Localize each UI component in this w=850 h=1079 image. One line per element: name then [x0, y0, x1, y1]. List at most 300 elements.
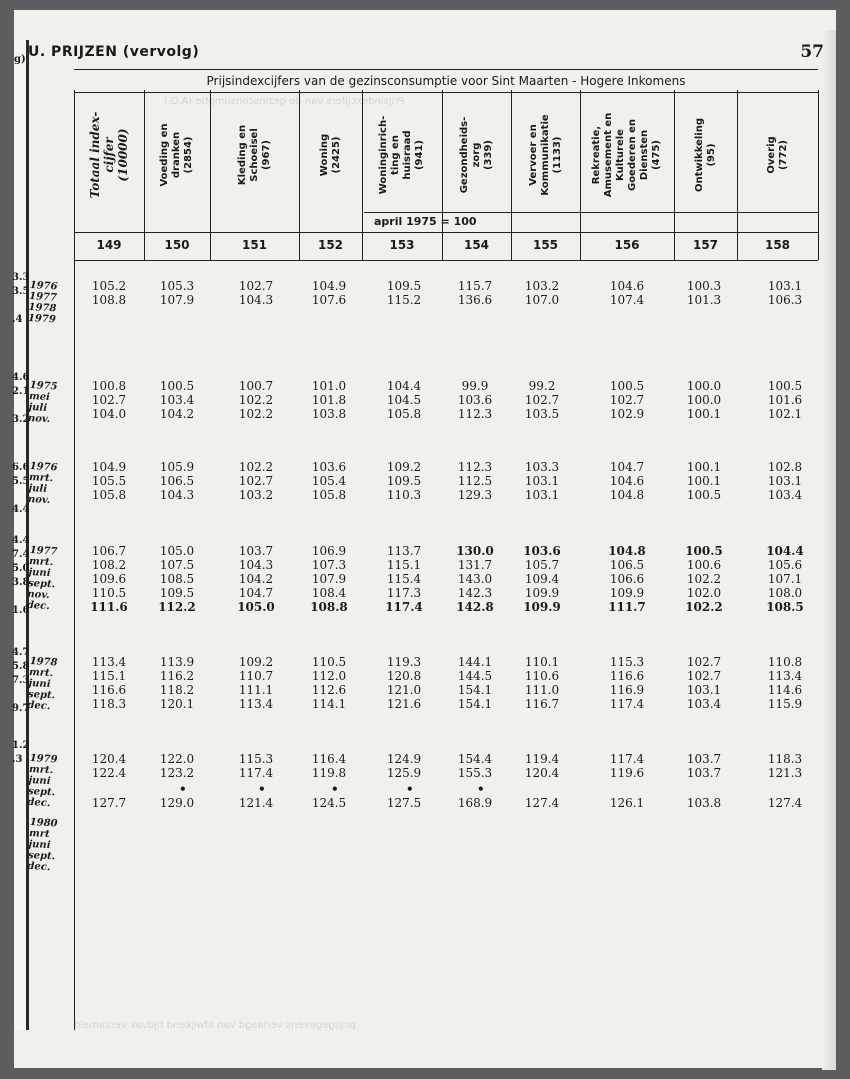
table-cell: 105.8 [386, 407, 422, 421]
table-cell: 105.2 [91, 279, 127, 293]
column-name: dranken [171, 131, 182, 179]
table-cell: 104.8 [609, 488, 645, 502]
edge-fragment: 7.3 [12, 675, 30, 686]
edge-fragment: 4.4 [12, 504, 30, 515]
row-label: 1976 1977 1978 1979 [27, 280, 58, 326]
table-cell: 104.2 [238, 572, 274, 586]
table-cell: 124.5 [311, 796, 347, 810]
table-cell: 104.8 [608, 544, 646, 558]
table-cell: 102.2 [685, 600, 723, 614]
table-cell: 107.4 [609, 293, 645, 307]
table-cell: 102.7 [91, 393, 127, 407]
table-cell: 105.0 [159, 544, 195, 558]
bleed-through-text: Prijsindexcijfers van de gezinsconsumptie (A.O.) [164, 96, 405, 107]
table-cell: 115.4 [386, 572, 422, 586]
table-cell: 103.2 [524, 279, 560, 293]
column-name: Kleding en [236, 124, 248, 186]
table-cell: 119.6 [609, 766, 645, 780]
table-cell: 123.2 [159, 766, 195, 780]
document-page [14, 10, 836, 1068]
table-cell: 116.6 [609, 669, 645, 683]
grid-line [144, 90, 145, 260]
table-cell: 122.0 [159, 752, 195, 766]
table-cell: 144.1 [457, 655, 493, 669]
table-cell: 110.7 [238, 669, 274, 683]
table-cell: 100.5 [685, 544, 723, 558]
table-cell: 105.0 [237, 600, 275, 614]
table-cell: 112.5 [457, 474, 493, 488]
grid-line [674, 90, 675, 260]
grid-line [299, 90, 300, 260]
edge-fragment: 3.3 [12, 272, 30, 283]
grid-line [511, 90, 512, 260]
table-cell: 108.8 [310, 600, 348, 614]
column-name: zorg [470, 142, 482, 168]
table-cell: 154.1 [457, 697, 493, 711]
table-cell: 109.4 [524, 572, 560, 586]
table-cell: 109.9 [524, 586, 560, 600]
column-name: Gezondheids- [458, 116, 470, 194]
table-cell: 127.7 [91, 796, 127, 810]
table-cell: 116.4 [311, 752, 347, 766]
table-cell: 136.6 [457, 293, 493, 307]
table-cell: 126.1 [609, 796, 645, 810]
column-number: 158 [764, 238, 791, 252]
table-cell: 112.6 [311, 683, 347, 697]
table-cell: 101.0 [311, 379, 347, 393]
table-cell: 107.3 [311, 558, 347, 572]
table-cell: 105.6 [767, 558, 803, 572]
table-cell: 103.6 [457, 393, 493, 407]
table-cell: 113.9 [159, 655, 195, 669]
table-cell: 103.8 [311, 407, 347, 421]
table-cell: 103.1 [767, 474, 803, 488]
table-cell: 106.5 [159, 474, 195, 488]
table-cell: 142.3 [457, 586, 493, 600]
column-header [362, 90, 442, 220]
column-number: 157 [692, 238, 719, 252]
table-cell: 122.4 [91, 766, 127, 780]
column-weight: (95) [705, 143, 717, 167]
table-cell: 105.3 [159, 279, 195, 293]
row-label: 1980 mrt juni sept. dec. [27, 817, 58, 874]
table-cell: 100.0 [686, 393, 722, 407]
edge-fragment: 3.2 [12, 414, 30, 425]
column-name: Totaal index- [88, 111, 102, 199]
table-cell: 142.8 [456, 600, 494, 614]
table-cell: 105.4 [311, 474, 347, 488]
table-cell: 114.6 [767, 683, 803, 697]
row-label: 1978 mrt. juni sept. dec. [27, 656, 58, 713]
table-cell: 102.7 [238, 474, 274, 488]
table-cell: 108.5 [766, 600, 804, 614]
column-weight: (941) [414, 139, 425, 171]
column-header [442, 90, 511, 220]
bleed-through-text: prijsgegevens verlaagd van afwijkend tijdvak verzameld [74, 1020, 356, 1031]
table-cell: 102.2 [238, 407, 274, 421]
table-cell: 103.1 [524, 488, 560, 502]
table-cell: 105.8 [91, 488, 127, 502]
table-cell: 115.3 [238, 752, 274, 766]
table-cell: 100.5 [159, 379, 195, 393]
grid-line [818, 90, 819, 260]
print-dot: • [406, 782, 414, 796]
table-cell: 109.9 [523, 600, 561, 614]
column-header [74, 90, 144, 220]
edge-fragment: 3.5 [12, 286, 30, 297]
table-cell: 106.6 [609, 572, 645, 586]
column-header [737, 90, 818, 220]
column-header [580, 90, 674, 220]
column-name: Vervoer en [527, 124, 539, 186]
table-cell: 112.3 [457, 407, 493, 421]
column-number: 155 [532, 238, 559, 252]
table-cell: 111.0 [524, 683, 560, 697]
table-cell: 104.3 [238, 293, 274, 307]
grid-line [442, 90, 443, 260]
grid-line [364, 212, 818, 213]
table-cell: 100.1 [686, 474, 722, 488]
table-cell: 121.4 [238, 796, 274, 810]
table-cell: 100.3 [686, 279, 722, 293]
table-cell: 103.1 [686, 683, 722, 697]
column-weight: (339) [482, 140, 494, 171]
table-cell: 106.3 [767, 293, 803, 307]
grid-line [210, 90, 211, 260]
edge-fragment: 5.0 [12, 563, 30, 574]
table-cell: 103.7 [686, 752, 722, 766]
table-cell: 104.7 [609, 460, 645, 474]
column-weight: (2425) [330, 136, 342, 174]
table-cell: 107.9 [311, 572, 347, 586]
table-cell: 111.6 [90, 600, 128, 614]
column-number: 156 [614, 238, 640, 252]
table-cell: 143.0 [457, 572, 493, 586]
table-cell: 103.8 [686, 796, 722, 810]
column-header [144, 90, 210, 220]
base-period-label: april 1975 = 100 [374, 215, 477, 228]
table-cell: 104.6 [609, 279, 645, 293]
column-name: Diensten [639, 129, 650, 181]
column-weight: (475) [651, 140, 662, 171]
print-dot: • [477, 782, 485, 796]
column-name: cijfer [102, 137, 116, 173]
edge-fragment: 2.1 [12, 386, 30, 397]
table-cell: 102.7 [524, 393, 560, 407]
column-name: Woninginrich- [378, 115, 389, 195]
table-cell: 127.4 [767, 796, 803, 810]
edge-fragment: 4.7 [12, 647, 30, 658]
edge-fragment: g) [14, 54, 26, 65]
table-title: Prijsindexcijfers van de gezinsconsumptie voor Sint Maarten - Hogere Inkomens [74, 69, 818, 93]
table-cell: 102.0 [686, 586, 722, 600]
table-cell: 109.2 [238, 655, 274, 669]
table-cell: 119.8 [311, 766, 347, 780]
table-cell: 118.3 [767, 752, 803, 766]
table-cell: 110.5 [91, 586, 127, 600]
column-weight: (967) [260, 140, 272, 171]
table-cell: 130.0 [456, 544, 494, 558]
row-label: 1975 mei juli nov. [27, 380, 58, 426]
table-cell: 103.7 [238, 544, 274, 558]
grid-line [74, 260, 818, 261]
table-cell: 118.2 [159, 683, 195, 697]
table-cell: 105.7 [524, 558, 560, 572]
column-number: 153 [389, 238, 415, 252]
table-cell: 107.6 [311, 293, 347, 307]
table-cell: 115.1 [386, 558, 422, 572]
table-cell: 115.9 [767, 697, 803, 711]
table-cell: 111.1 [238, 683, 274, 697]
table-cell: 100.5 [609, 379, 645, 393]
table-cell: 100.6 [686, 558, 722, 572]
table-cell: 129.3 [457, 488, 493, 502]
table-cell: 109.5 [386, 474, 422, 488]
edge-fragment: .3 [12, 754, 23, 765]
table-cell: 106.7 [91, 544, 127, 558]
table-cell: 168.9 [457, 796, 493, 810]
table-cell: 117.4 [385, 600, 423, 614]
table-cell: 112.0 [311, 669, 347, 683]
table-cell: 102.8 [767, 460, 803, 474]
table-cell: 110.8 [767, 655, 803, 669]
table-cell: 117.3 [386, 586, 422, 600]
column-number: 151 [241, 238, 268, 252]
grid-line [362, 90, 363, 260]
edge-fragment: 1.6 [12, 605, 30, 616]
table-cell: 115.2 [386, 293, 422, 307]
table-cell: 120.4 [524, 766, 560, 780]
row-label: 1977 mrt. juni sept. nov. dec. [26, 545, 58, 613]
table-cell: 113.4 [91, 655, 127, 669]
table-cell: 120.8 [386, 669, 422, 683]
column-name: Amusement en [603, 112, 614, 198]
page-number: 57 [800, 42, 824, 62]
table-cell: 104.9 [311, 279, 347, 293]
table-cell: 113.4 [238, 697, 274, 711]
table-cell: 104.5 [386, 393, 422, 407]
column-name: ting en [390, 135, 401, 175]
table-cell: 113.7 [386, 544, 422, 558]
table-cell: 116.6 [91, 683, 127, 697]
table-cell: 113.4 [767, 669, 803, 683]
table-cell: 109.5 [386, 279, 422, 293]
table-cell: 105.8 [311, 488, 347, 502]
table-cell: 115.1 [91, 669, 127, 683]
table-cell: 116.9 [609, 683, 645, 697]
table-cell: 109.6 [91, 572, 127, 586]
table-cell: 108.5 [159, 572, 195, 586]
table-cell: 115.7 [457, 279, 493, 293]
table-cell: 131.7 [457, 558, 493, 572]
column-weight: (10000) [116, 128, 130, 182]
table-cell: 119.4 [524, 752, 560, 766]
table-cell: 101.6 [767, 393, 803, 407]
table-cell: 104.3 [159, 488, 195, 502]
table-cell: 102.2 [686, 572, 722, 586]
table-cell: 103.3 [524, 460, 560, 474]
edge-fragment: 9.7 [12, 703, 30, 714]
print-dot: • [258, 782, 266, 796]
column-weight: (2854) [183, 136, 194, 174]
table-cell: 99.2 [528, 379, 556, 393]
column-weight: (1133) [551, 136, 563, 174]
table-cell: 100.8 [91, 379, 127, 393]
table-cell: 114.1 [311, 697, 347, 711]
table-cell: 104.7 [238, 586, 274, 600]
table-cell: 103.2 [238, 488, 274, 502]
table-cell: 117.4 [609, 752, 645, 766]
edge-fragment: 4.6 [12, 372, 30, 383]
table-cell: 101.3 [686, 293, 722, 307]
table-cell: 120.4 [91, 752, 127, 766]
table-cell: 107.9 [159, 293, 195, 307]
table-cell: 109.2 [386, 460, 422, 474]
table-cell: 107.5 [159, 558, 195, 572]
column-name: Voeding en [159, 123, 170, 187]
table-cell: 112.2 [158, 600, 196, 614]
column-number: 149 [96, 238, 122, 252]
table-cell: 110.1 [524, 655, 560, 669]
table-cell: 110.3 [386, 488, 422, 502]
table-cell: 127.5 [386, 796, 422, 810]
table-cell: 100.5 [767, 379, 803, 393]
table-cell: 110.5 [311, 655, 347, 669]
table-cell: 119.3 [386, 655, 422, 669]
table-cell: 104.2 [159, 407, 195, 421]
table-cell: 102.1 [767, 407, 803, 421]
column-name: Kommunikatie [539, 114, 551, 196]
column-name: Ontwikkeling [693, 117, 705, 193]
grid-line [580, 90, 581, 260]
table-cell: 99.9 [461, 379, 489, 393]
table-cell: 103.6 [523, 544, 561, 558]
grid-line [737, 90, 738, 260]
column-header [674, 90, 737, 220]
column-header [511, 90, 580, 220]
table-cell: 108.2 [91, 558, 127, 572]
table-cell: 121.3 [767, 766, 803, 780]
table-cell: 120.1 [159, 697, 195, 711]
edge-fragment: 5.8 [12, 661, 30, 672]
table-cell: 125.9 [386, 766, 422, 780]
table-cell: 116.2 [159, 669, 195, 683]
table-cell: 104.0 [91, 407, 127, 421]
grid-line [74, 232, 818, 233]
edge-fragment: .4 [12, 314, 23, 325]
table-cell: 117.4 [609, 697, 645, 711]
table-cell: 129.0 [159, 796, 195, 810]
column-weight: (772) [777, 139, 789, 171]
column-name: Kulturele [615, 129, 626, 181]
table-cell: 111.7 [608, 600, 646, 614]
column-name: Woning [318, 133, 330, 177]
table-cell: 105.5 [91, 474, 127, 488]
edge-fragment: 3.8 [12, 577, 30, 588]
column-number: 152 [317, 238, 344, 252]
table-cell: 154.1 [457, 683, 493, 697]
table-cell: 103.1 [524, 474, 560, 488]
table-cell: 100.1 [686, 407, 722, 421]
table-cell: 118.3 [91, 697, 127, 711]
table-cell: 116.7 [524, 697, 560, 711]
table-cell: 103.5 [524, 407, 560, 421]
table-cell: 110.6 [524, 669, 560, 683]
table-cell: 102.7 [609, 393, 645, 407]
table-cell: 100.1 [686, 460, 722, 474]
table-cell: 102.2 [238, 393, 274, 407]
column-name: Goederen en [627, 118, 638, 192]
table-cell: 112.3 [457, 460, 493, 474]
edge-fragment: 6.6 [12, 462, 30, 473]
table-cell: 109.5 [159, 586, 195, 600]
table-cell: 102.7 [686, 669, 722, 683]
column-name: Rekreatie, [591, 125, 602, 185]
table-cell: 109.9 [609, 586, 645, 600]
edge-fragment: 7.4 [12, 549, 30, 560]
column-name: Overig [765, 136, 777, 174]
table-cell: 124.9 [386, 752, 422, 766]
table-cell: 102.7 [238, 279, 274, 293]
table-cell: 108.4 [311, 586, 347, 600]
table-cell: 106.5 [609, 558, 645, 572]
table-cell: 104.9 [91, 460, 127, 474]
edge-fragment: 4.4 [12, 535, 30, 546]
table-cell: 107.1 [767, 572, 803, 586]
table-cell: 105.9 [159, 460, 195, 474]
column-number: 154 [463, 238, 490, 252]
row-label: 1979 mrt. juni sept. dec. [27, 753, 58, 810]
column-number: 150 [164, 238, 190, 252]
table-cell: 104.3 [238, 558, 274, 572]
adjacent-page-edge [14, 40, 29, 1030]
table-cell: 103.1 [767, 279, 803, 293]
table-cell: 104.4 [386, 379, 422, 393]
table-cell: 101.8 [311, 393, 347, 407]
table-cell: 104.6 [609, 474, 645, 488]
page-right-margin [822, 30, 836, 1070]
table-cell: 155.3 [457, 766, 493, 780]
table-cell: 100.0 [686, 379, 722, 393]
table-cell: 107.0 [524, 293, 560, 307]
table-cell: 103.4 [686, 697, 722, 711]
column-header [210, 90, 299, 220]
section-title: U. PRIJZEN (vervolg) [28, 44, 200, 60]
column-header [299, 90, 362, 220]
table-cell: 121.6 [386, 697, 422, 711]
table-cell: 121.0 [386, 683, 422, 697]
edge-fragment: 5.5 [12, 476, 30, 487]
table-cell: 102.9 [609, 407, 645, 421]
page-header [28, 44, 824, 68]
table-cell: 102.7 [686, 655, 722, 669]
table-cell: 103.4 [767, 488, 803, 502]
table-cell: 144.5 [457, 669, 493, 683]
column-name: Schoeisel [248, 128, 260, 182]
table-cell: 104.4 [766, 544, 804, 558]
column-name: huisraad [402, 130, 413, 180]
table-cell: 106.9 [311, 544, 347, 558]
table-cell: 100.5 [686, 488, 722, 502]
table-cell: 154.4 [457, 752, 493, 766]
table-cell: 127.4 [524, 796, 560, 810]
print-dot: • [179, 782, 187, 796]
edge-fragment: 1.2 [12, 740, 30, 751]
table-cell: 103.6 [311, 460, 347, 474]
table-cell: 108.0 [767, 586, 803, 600]
table-cell: 100.7 [238, 379, 274, 393]
table-cell: 117.4 [238, 766, 274, 780]
